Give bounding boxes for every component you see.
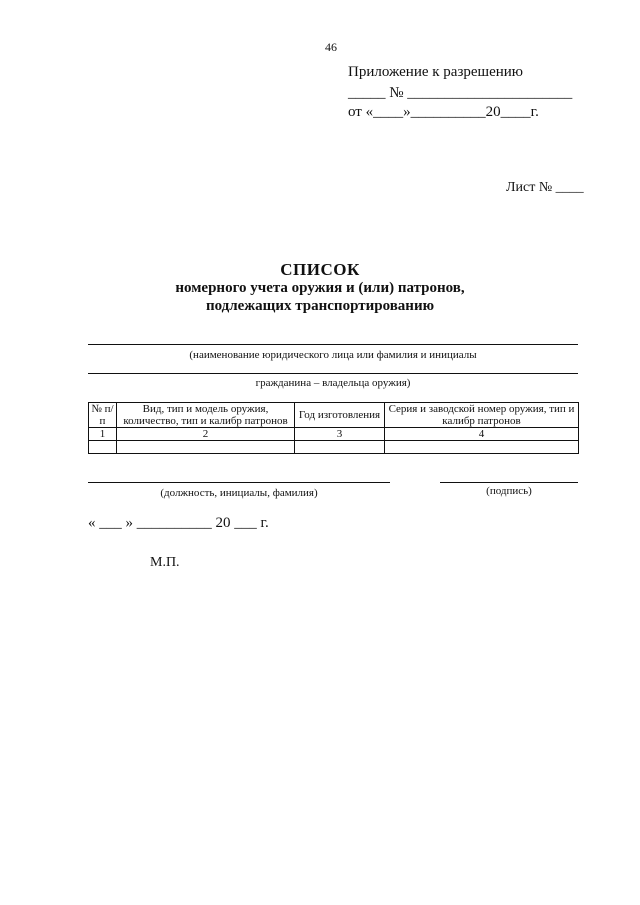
table-header-row <box>89 403 579 428</box>
table-cell <box>89 441 117 454</box>
signature-caption: (подпись) <box>486 485 532 497</box>
page-number: 46 <box>325 40 337 54</box>
table-column-number-row <box>89 428 579 441</box>
annex-title: Приложение к разрешению <box>348 64 524 80</box>
weapons-table <box>88 402 579 454</box>
table-cell <box>385 441 579 454</box>
sheet-number: Лист № ____ <box>506 180 584 195</box>
position-fill-line <box>88 482 390 483</box>
document-title: СПИСОК <box>280 260 360 279</box>
header-weapon-type: Вид, тип и модель оружия, количество, тип и калибр патронов <box>117 403 295 428</box>
table-cell <box>117 441 295 454</box>
column-number-1: 1 <box>89 428 117 441</box>
annex-permit-number: _____ № ______________________ <box>348 85 573 101</box>
signing-date: « ___ » __________ 20 ___ г. <box>88 515 269 531</box>
header-number: № п/п <box>89 403 117 428</box>
signature-fill-line <box>440 482 578 483</box>
table-cell <box>295 441 385 454</box>
stamp-place: М.П. <box>150 555 180 570</box>
position-caption: (должность, инициалы, фамилия) <box>160 487 318 499</box>
owner-caption-2: гражданина – владельца оружия) <box>255 377 411 389</box>
owner-caption-1: (наименование юридического лица или фамилия и инициалы <box>189 349 477 361</box>
column-number-2: 2 <box>117 428 295 441</box>
column-number-4: 4 <box>385 428 579 441</box>
owner-fill-line-2 <box>88 373 578 374</box>
table-row <box>89 441 579 454</box>
header-year: Год изготовления <box>295 403 385 428</box>
column-number-3: 3 <box>295 428 385 441</box>
owner-fill-line-1 <box>88 344 578 345</box>
document-subtitle-line2: подлежащих транспортированию <box>205 298 435 314</box>
document-subtitle-line1: номерного учета оружия и (или) патронов, <box>175 280 465 296</box>
header-serial: Серия и заводской номер оружия, тип и калибр патронов <box>385 403 579 428</box>
annex-permit-date: от «____»__________20____г. <box>348 104 539 120</box>
